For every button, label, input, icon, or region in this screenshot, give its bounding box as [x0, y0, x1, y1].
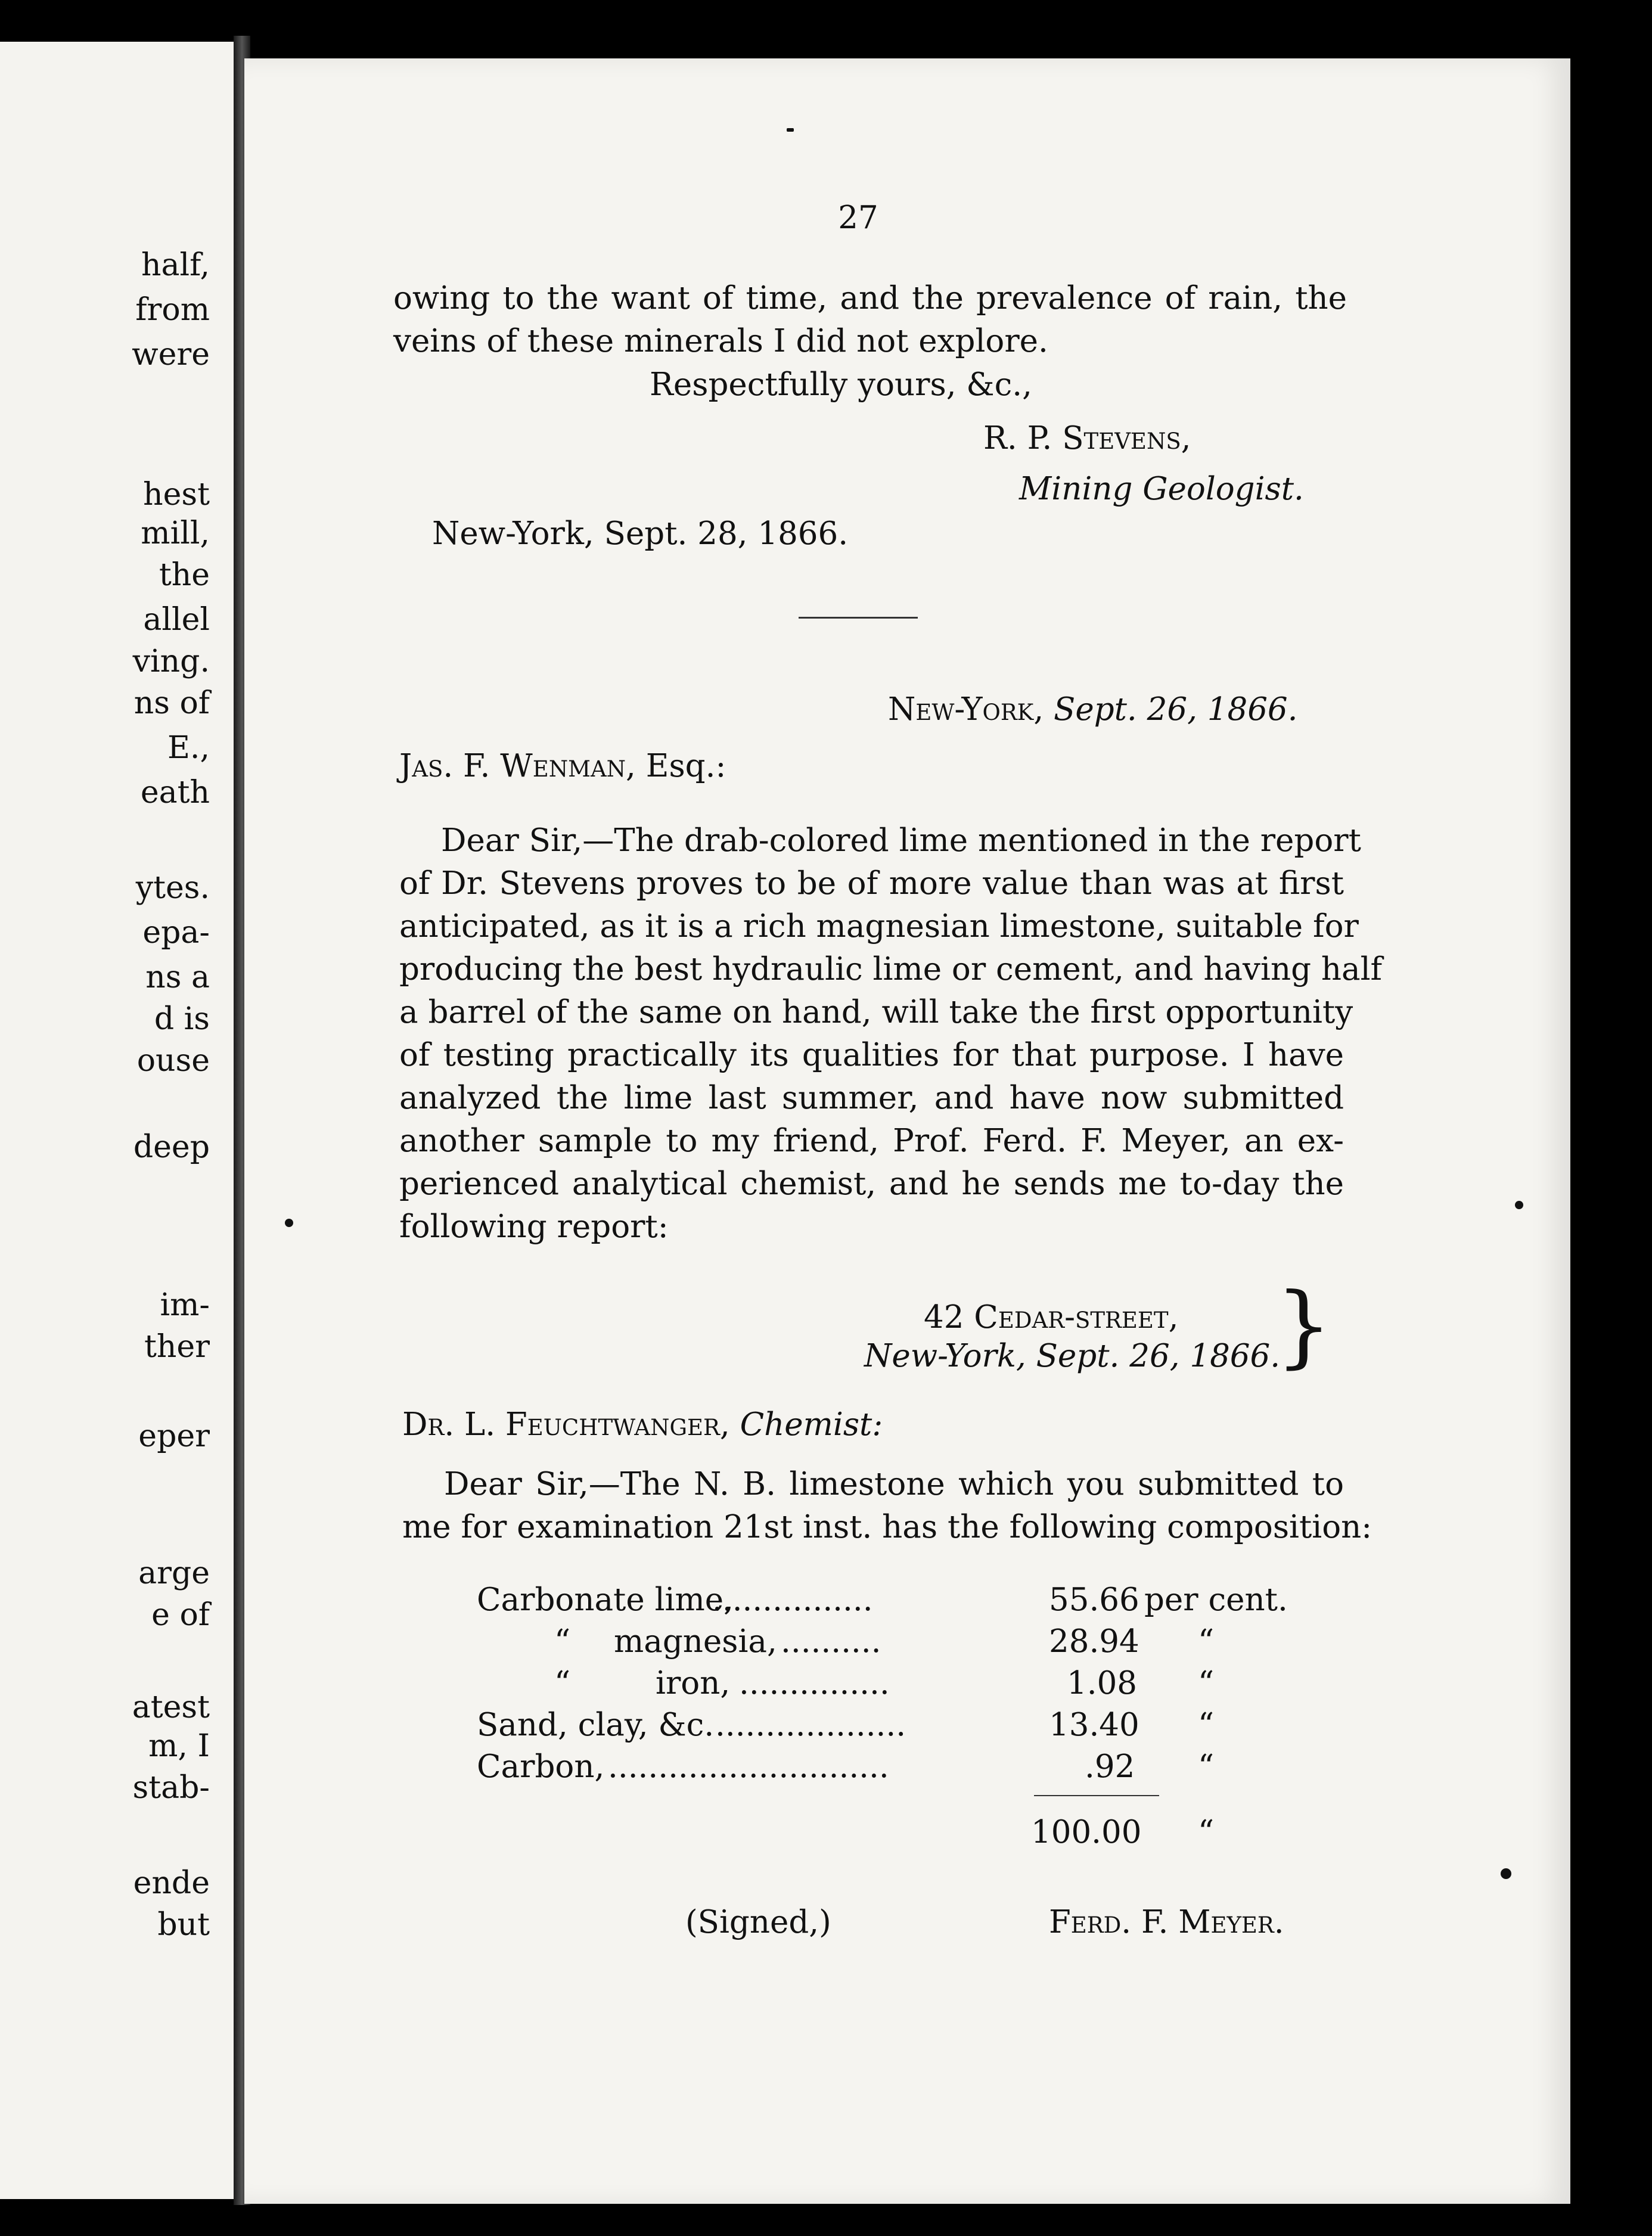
ditto-mark: “ [554, 1623, 571, 1660]
left-page-fragment: m, I [148, 1728, 210, 1764]
left-page-fragment: deep [133, 1129, 210, 1165]
left-page-fragment: arge [138, 1555, 210, 1591]
signature-title: Mining Geologist. [1019, 471, 1304, 507]
closing: Respectfully yours, &c., [650, 367, 1032, 403]
leader-dots: ................... [715, 1707, 906, 1743]
component-unit: per cent. [1144, 1582, 1288, 1618]
signed-name: Ferd. F. Meyer. [1049, 1904, 1284, 1940]
opening-paragraph [393, 277, 1347, 363]
component-unit: “ [1198, 1623, 1215, 1660]
component-unit: “ [1198, 1749, 1215, 1785]
salutation-title: Chemist: [740, 1406, 883, 1443]
component-label: Sand, clay, &c. [477, 1707, 715, 1743]
left-page-fragment: ns a [145, 959, 210, 995]
component-unit: “ [1198, 1814, 1215, 1850]
report-body [402, 1463, 1372, 1549]
left-page-fragment: epa- [142, 915, 210, 951]
component-label: Carbonate lime, [477, 1582, 734, 1618]
left-page-fragment: eath [140, 775, 210, 810]
signed-label: (Signed,) [685, 1904, 831, 1940]
left-page-fragment: ende [133, 1865, 210, 1901]
letter-date-month: Sept. 26, 1866. [1054, 691, 1298, 728]
letter-date [888, 688, 1365, 731]
left-page-fragment: half, [141, 247, 210, 283]
dateline: New-York, Sept. 28, 1866. [432, 515, 849, 552]
text-line: me for examination 21st inst. has the following composition: [402, 1509, 1372, 1545]
text-line: owing to the want of time, and the prevalence of rain, the [393, 280, 1347, 316]
salutation-name: Jas. F. Wenman, [399, 748, 636, 784]
left-page-fragment: ving. [132, 644, 210, 679]
address-brace: } [1275, 1274, 1333, 1378]
left-page-fragment: atest [132, 1690, 210, 1725]
stray-mark [787, 128, 794, 132]
text-line: veins of these minerals I did not explore. [393, 323, 1048, 359]
text-line: anticipated, as it is a rich magnesian limestone, suitable for [399, 908, 1359, 945]
salutation [399, 745, 995, 788]
total-rule [1034, 1795, 1159, 1796]
component-value: 28.94 [1049, 1623, 1139, 1660]
text-line: of Dr. Stevens proves to be of more value than was at first [399, 865, 1344, 902]
salutation-name: Dr. L. Feuchtwanger, [402, 1406, 730, 1443]
left-page-fragment: but [157, 1907, 210, 1943]
leader-dots: ............... [739, 1665, 890, 1701]
letter-body [399, 819, 1383, 1249]
section-rule [799, 617, 918, 619]
component-label: magnesia, [614, 1623, 777, 1660]
left-page-fragment: were [132, 337, 210, 372]
text-line: of testing practically its qualities for that purpose. I have [399, 1037, 1344, 1073]
text-line: Dear Sir,—The N. B. limestone which you submitted to [444, 1466, 1344, 1502]
component-unit: “ [1198, 1665, 1215, 1701]
left-page-fragment: from [135, 292, 210, 328]
leader-dots: ............................ [608, 1749, 889, 1785]
salutation-chemist [402, 1403, 998, 1446]
left-page-fragment: hest [143, 477, 210, 513]
stray-mark [1501, 1868, 1511, 1879]
component-value: 13.40 [1049, 1707, 1139, 1743]
signature-name: R. P. Stevens, [983, 420, 1191, 456]
left-page-fragment: ther [144, 1329, 210, 1365]
salutation-suffix: Esq.: [645, 748, 726, 784]
left-page-fragment: im- [160, 1287, 210, 1323]
text-line: producing the best hydraulic lime or cement, and having half [399, 951, 1383, 987]
leader-dots: ................ [712, 1582, 873, 1618]
ditto-mark: “ [554, 1665, 571, 1701]
text-line: analyzed the lime last summer, and have now submitted [399, 1080, 1344, 1116]
left-page-fragment: E., [167, 730, 210, 766]
left-page-fragment: ytes. [135, 870, 210, 906]
left-page-fragment: allel [143, 602, 210, 638]
previous-page-strip [0, 42, 234, 2199]
component-unit: “ [1198, 1707, 1215, 1743]
component-label: Carbon, [477, 1749, 605, 1785]
stray-mark [1515, 1201, 1523, 1209]
left-page-fragment: the [159, 557, 210, 593]
left-page-fragment: eper [138, 1418, 210, 1454]
left-page-fragment: mill, [141, 515, 210, 551]
left-page-fragment: stab- [132, 1770, 210, 1806]
stray-mark [285, 1219, 293, 1227]
text-line: perienced analytical chemist, and he sends me to-day the [399, 1166, 1344, 1202]
leader-dots: .......... [781, 1623, 881, 1660]
component-label: iron, [656, 1665, 731, 1701]
address-street: 42 Cedar-street, [924, 1299, 1179, 1336]
left-page-fragment: d is [154, 1001, 210, 1037]
component-value: 1.08 [1067, 1665, 1138, 1701]
address-date: New-York, Sept. 26, 1866. [864, 1338, 1281, 1374]
left-page-fragment: e of [151, 1597, 210, 1633]
page-number: 27 [838, 200, 878, 236]
text-line: a barrel of the same on hand, will take the first opportunity [399, 994, 1353, 1030]
left-page-fragment: ns of [133, 685, 210, 721]
left-page-fragment: ouse [136, 1043, 210, 1079]
text-line: following report: [399, 1209, 669, 1245]
letter-date-city: New-York, [888, 691, 1044, 728]
component-value: .92 [1085, 1749, 1135, 1785]
text-line: another sample to my friend, Prof. Ferd. F. Meyer, an ex- [399, 1123, 1344, 1159]
component-value: 55.66 [1049, 1582, 1139, 1618]
composition-total: 100.00 [1031, 1814, 1142, 1850]
text-line: Dear Sir,—The drab-colored lime mentioned in the report [441, 822, 1361, 859]
